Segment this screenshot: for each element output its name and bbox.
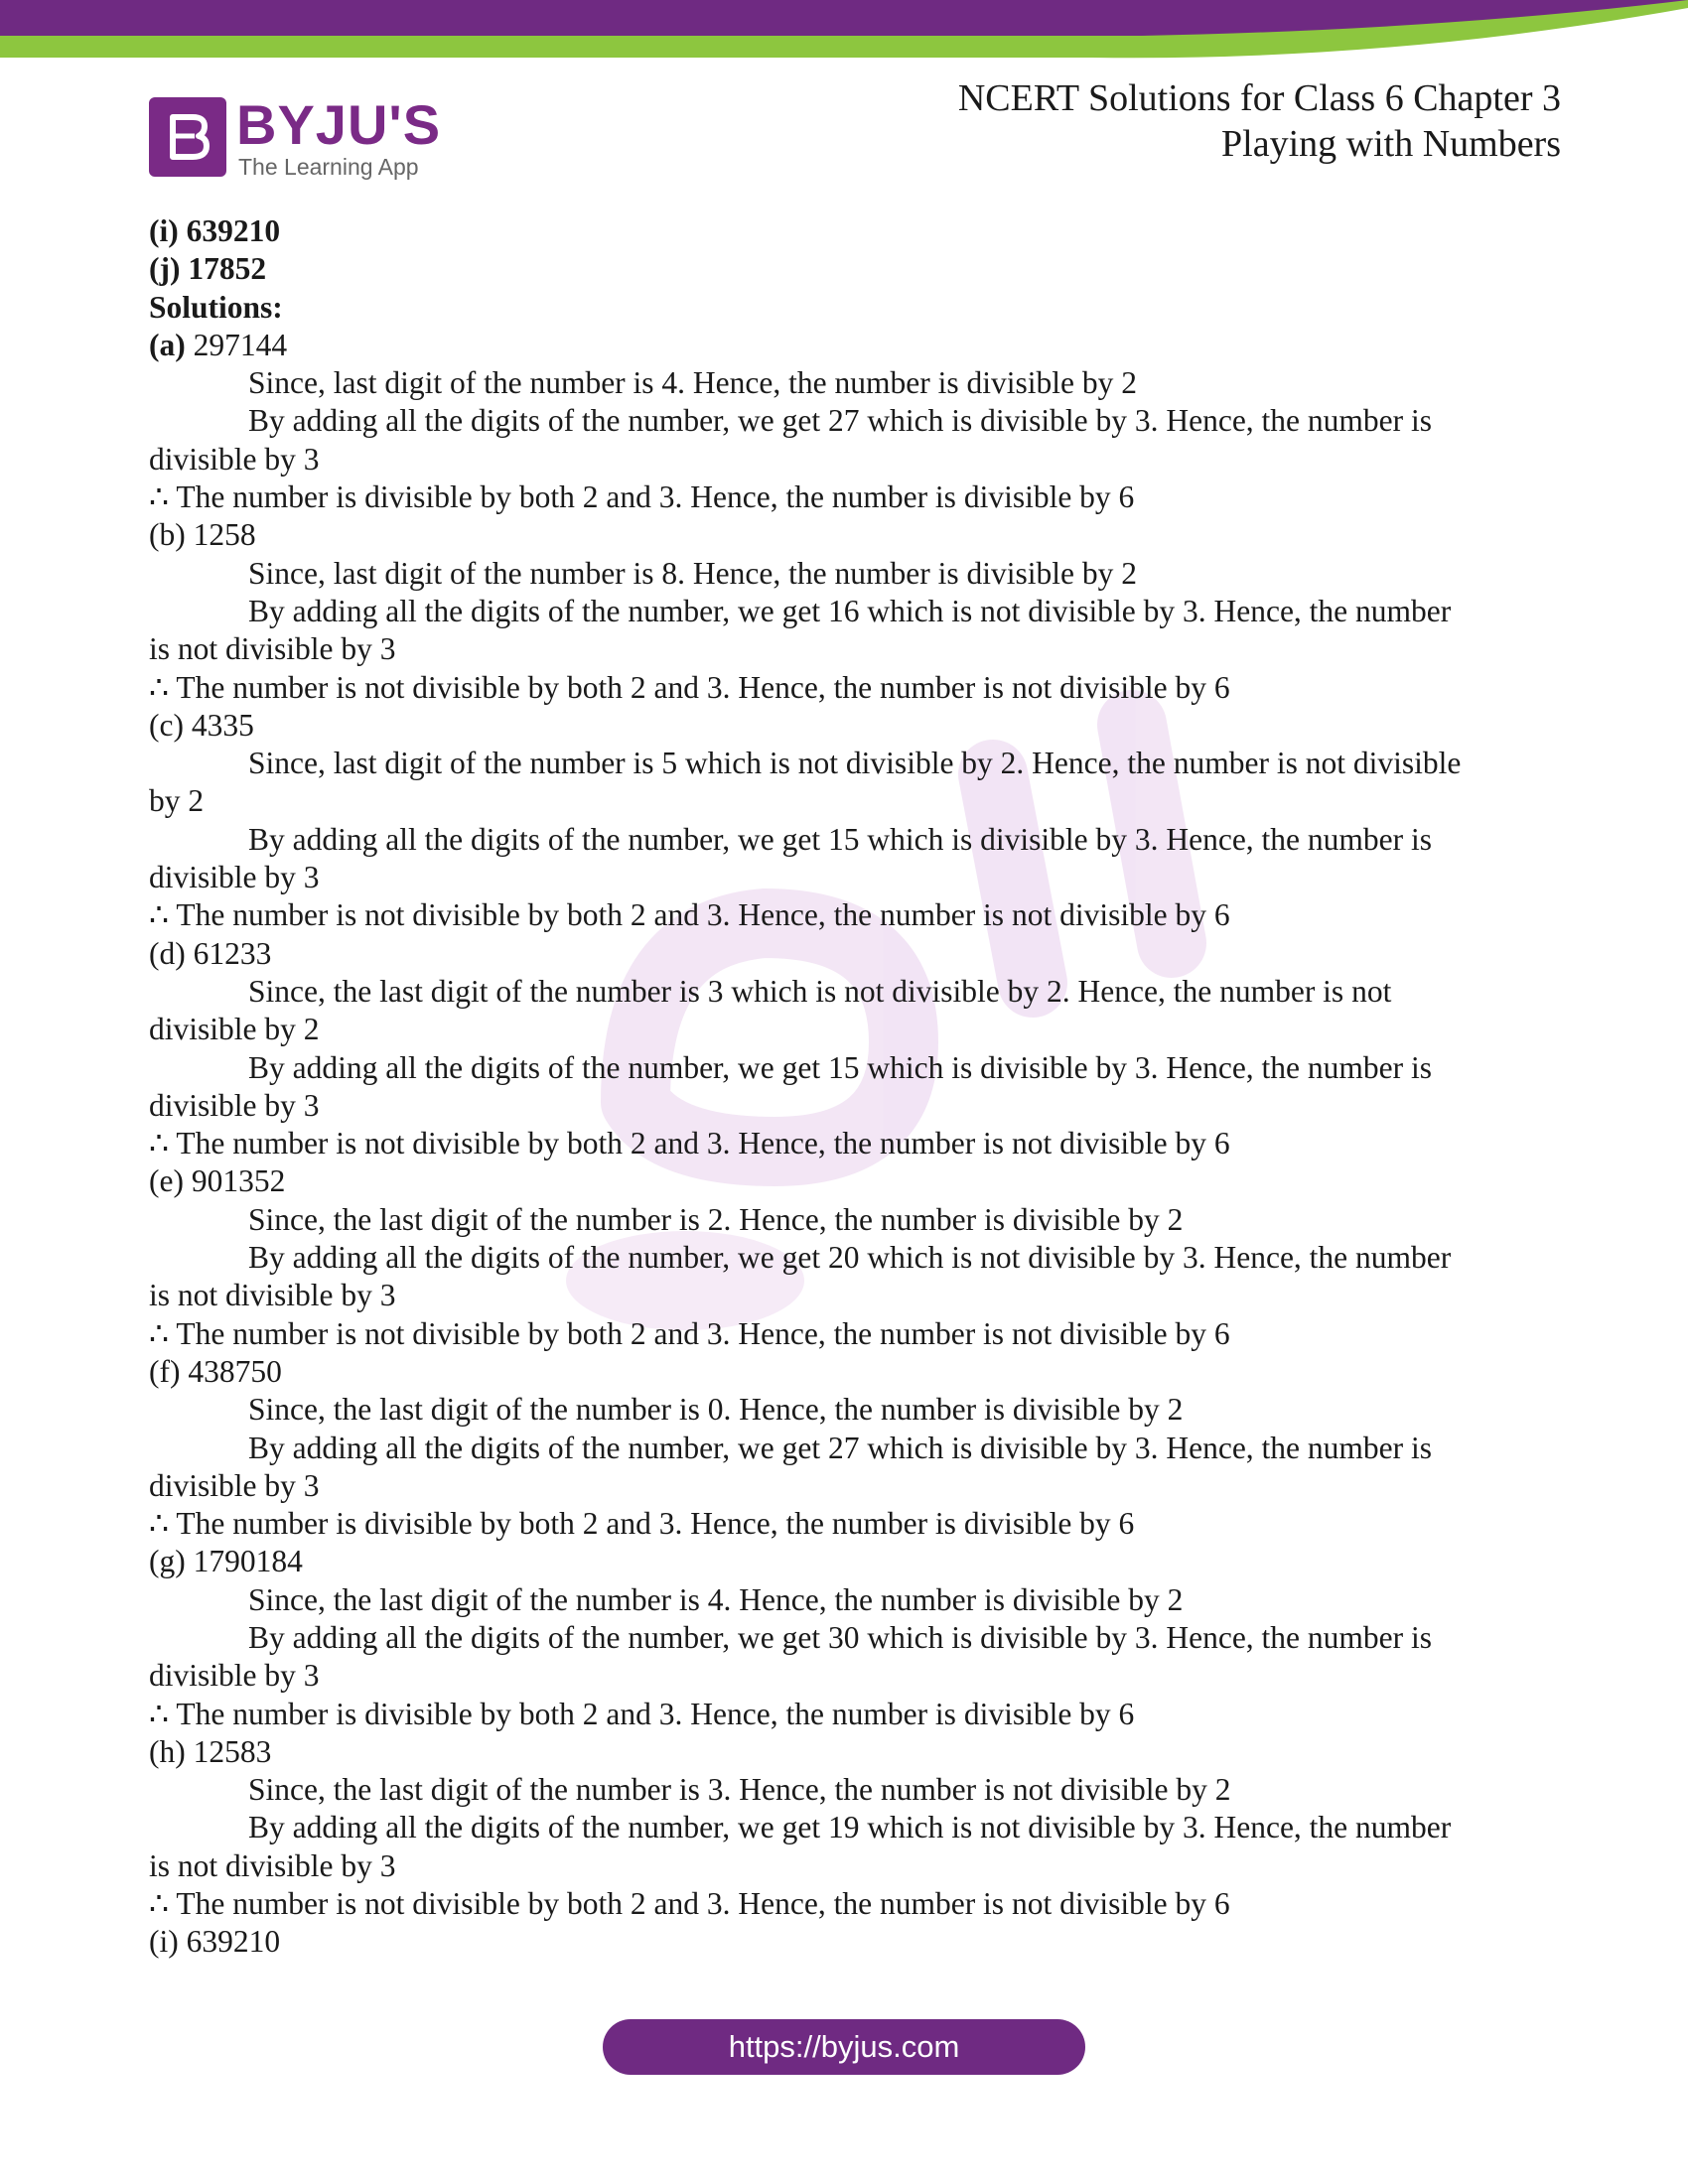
solution-f-step-1: Since, the last digit of the number is 0. Hence, the number is divisible by 2: [248, 1392, 1184, 1428]
solution-f-conclusion: ∴ The number is divisible by both 2 and 3. Hence, the number is divisible by 6: [149, 1506, 1135, 1542]
top-banner: [0, 0, 1688, 69]
title-line-1: NCERT Solutions for Class 6 Chapter 3: [957, 77, 1561, 119]
solution-d-heading: (d) 61233: [149, 935, 272, 971]
solution-b-heading: (b) 1258: [149, 517, 256, 553]
solution-a-label: (a): [149, 327, 186, 362]
solution-e-heading: (e) 901352: [149, 1163, 286, 1199]
solution-e-step-1: Since, the last digit of the number is 2. Hence, the number is divisible by 2: [248, 1201, 1184, 1237]
solution-b-step-2: By adding all the digits of the number, we get 16 which is not divisible by 3. Hence, the number: [248, 593, 1452, 628]
solution-d-conclusion: ∴ The number is not divisible by both 2 and 3. Hence, the number is not divisible by 6: [149, 1126, 1230, 1161]
solution-b-step-1: Since, last digit of the number is 8. Hence, the number is divisible by 2: [248, 555, 1137, 591]
solution-b-conclusion: ∴ The number is not divisible by both 2 and 3. Hence, the number is not divisible by 6: [149, 669, 1230, 705]
logo-mark-icon: [149, 97, 226, 177]
solution-h-step-2-cont: is not divisible by 3: [149, 1847, 396, 1883]
solution-content: [149, 212, 1539, 1962]
document-title: [958, 75, 1561, 167]
solution-c-step-1: Since, last digit of the number is 5 which is not divisible by 2. Hence, the number is not divisible: [248, 746, 1462, 781]
logo-tagline: The Learning App: [238, 154, 419, 180]
logo-wordmark: BYJU'S: [236, 93, 442, 156]
solution-h-heading: (h) 12583: [149, 1733, 272, 1769]
solution-d-step-2: By adding all the digits of the number, we get 15 which is divisible by 3. Hence, the number is: [248, 1049, 1433, 1085]
solution-g-step-2: By adding all the digits of the number, we get 30 which is divisible by 3. Hence, the number is: [248, 1619, 1433, 1655]
solution-g-conclusion: ∴ The number is divisible by both 2 and 3. Hence, the number is divisible by 6: [149, 1696, 1135, 1731]
solution-f-step-2: By adding all the digits of the number, we get 27 which is divisible by 3. Hence, the number is: [248, 1430, 1433, 1465]
solution-i-heading: (i) 639210: [149, 1924, 281, 1960]
solution-g-heading: (g) 1790184: [149, 1544, 303, 1579]
solution-a-number: 297144: [193, 327, 288, 362]
footer-url-link[interactable]: https://byjus.com: [603, 2019, 1085, 2075]
solution-f-step-2-cont: divisible by 3: [149, 1467, 320, 1503]
solution-a-heading: [149, 327, 1539, 364]
solutions-heading: Solutions:: [149, 289, 283, 325]
solution-c-step-1-cont: by 2: [149, 783, 205, 819]
question-j: (j) 17852: [149, 251, 267, 287]
solution-a-step-1: Since, last digit of the number is 4. Hence, the number is divisible by 2: [248, 365, 1137, 401]
solution-g-step-1: Since, the last digit of the number is 4. Hence, the number is divisible by 2: [248, 1581, 1184, 1617]
solution-c-conclusion: ∴ The number is not divisible by both 2 and 3. Hence, the number is not divisible by 6: [149, 897, 1230, 933]
solution-c-step-2-cont: divisible by 3: [149, 860, 320, 895]
solution-b-step-2-cont: is not divisible by 3: [149, 631, 396, 667]
title-line-2: Playing with Numbers: [1221, 123, 1561, 165]
solution-a-conclusion: ∴ The number is divisible by both 2 and 3. Hence, the number is divisible by 6: [149, 479, 1135, 515]
byjus-logo: [149, 93, 447, 180]
solution-a-step-2-cont: divisible by 3: [149, 441, 320, 477]
question-i: (i) 639210: [149, 213, 281, 248]
solution-f-heading: (f) 438750: [149, 1353, 282, 1389]
solution-d-step-1: Since, the last digit of the number is 3 which is not divisible by 2. Hence, the number is not: [248, 973, 1392, 1009]
solution-e-step-2: By adding all the digits of the number, we get 20 which is not divisible by 3. Hence, the number: [248, 1240, 1452, 1276]
solution-h-step-1: Since, the last digit of the number is 3. Hence, the number is not divisible by 2: [248, 1772, 1231, 1808]
solution-e-conclusion: ∴ The number is not divisible by both 2 and 3. Hence, the number is not divisible by 6: [149, 1315, 1230, 1351]
solution-h-conclusion: ∴ The number is not divisible by both 2 and 3. Hence, the number is not divisible by 6: [149, 1886, 1230, 1922]
solution-d-step-1-cont: divisible by 2: [149, 1012, 320, 1047]
solution-g-step-2-cont: divisible by 3: [149, 1658, 320, 1694]
solution-c-heading: (c) 4335: [149, 707, 254, 743]
solution-d-step-2-cont: divisible by 3: [149, 1087, 320, 1123]
solution-h-step-2: By adding all the digits of the number, we get 19 which is not divisible by 3. Hence, the number: [248, 1810, 1452, 1845]
solution-a-step-2: By adding all the digits of the number, we get 27 which is divisible by 3. Hence, the number is: [248, 403, 1433, 439]
solution-e-step-2-cont: is not divisible by 3: [149, 1278, 396, 1313]
solution-c-step-2: By adding all the digits of the number, we get 15 which is divisible by 3. Hence, the number is: [248, 821, 1433, 857]
